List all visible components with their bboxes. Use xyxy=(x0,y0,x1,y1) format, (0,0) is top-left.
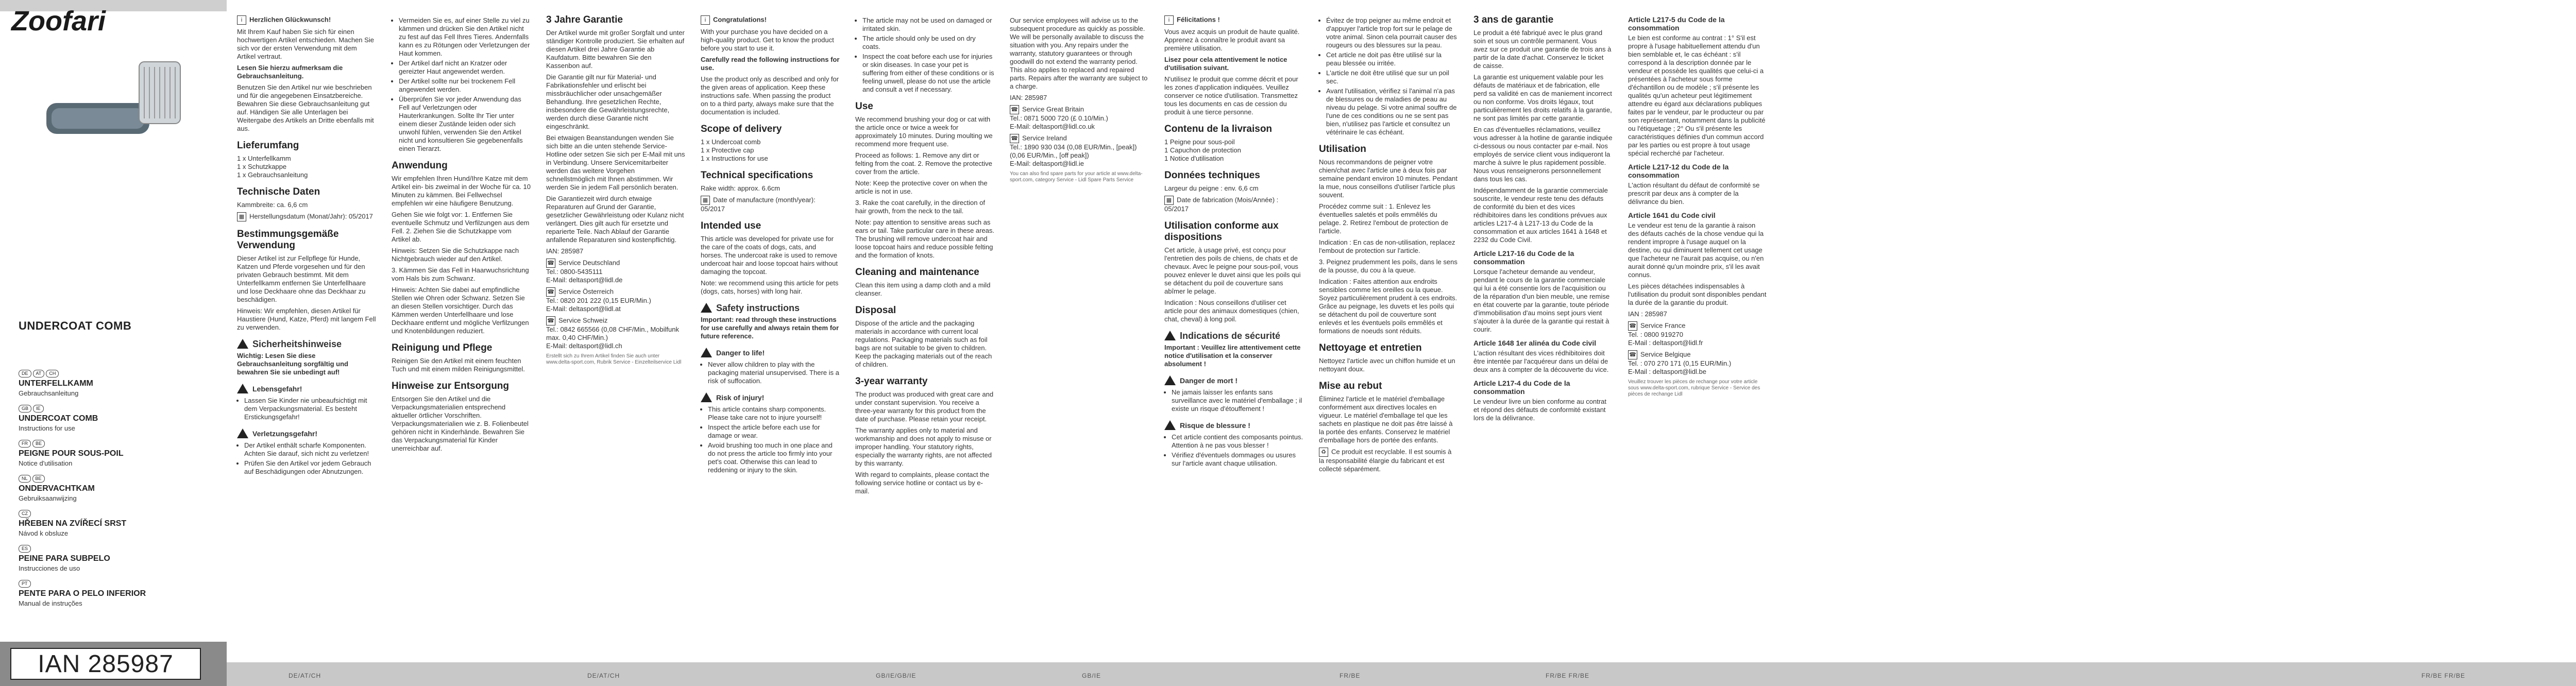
phone-icon: ☎ xyxy=(1010,134,1019,143)
disposal-text: Entsorgen Sie den Artikel und die Verpackungsmaterialien entsprechend aktueller örtlicher Vorschriften. Verpackungsmaterialien wie z. B. Folienbeutel gehören nicht in Kinderhände. Bewahren Sie das Verpackungsmaterial für Kinder unerreichbar auf. xyxy=(392,395,529,452)
footnote: Veuillez trouver les pièces de rechange pour votre article sous www.delta-sport.com, rubrique Service - Service des pièces de rechange Lidl xyxy=(1628,379,1760,397)
use-note2: Hinweis: Achten Sie dabei auf empfindliche Stellen wie Ohren oder Schwanz. Setzen Sie an diesen Stellen vorsichtiger. Durch das Kämmen werden Unterfellhaare und lose Deckhaare entfernt und mögliche Verfilzungen und Knotenbildungen reduziert. xyxy=(392,286,529,335)
disposal-heading: Hinweise zur Entsorgung xyxy=(392,381,510,391)
warning-icon xyxy=(237,428,248,438)
use-steps: Gehen Sie wie folgt vor: 1. Entfernen Sie eventuelle Schmutz und Verfilzungen aus dem Fell. 2. Ziehen Sie die Schutzkappe vom Artikel ab. xyxy=(392,211,530,243)
article-heading: Article L217-4 du Code de la consommation xyxy=(1473,379,1570,396)
page-footer-strip xyxy=(227,662,2576,686)
tech-rake: Rake width: approx. 6.6cm xyxy=(701,184,780,192)
injury-item: • Vérifiez d'éventuels dommages ou usures sur l'article avant chaque utilisation. xyxy=(1172,451,1303,468)
read-bold: Lesen Sie hierzu aufmerksam die Gebrauchsanleitung. xyxy=(237,64,343,80)
service-name: Service Deutschland xyxy=(558,259,620,267)
footer-label-gb: GB/IE/GB/IE xyxy=(876,672,917,679)
service-mail: E-Mail: deltasport@lidl.de xyxy=(546,276,623,284)
lang-title: PEINE PARA SUBPELO xyxy=(19,554,110,563)
warning-icon xyxy=(1164,331,1176,340)
footer-label-de: DE/AT/CH xyxy=(587,672,620,679)
use-note: Hinweis: Setzen Sie die Schutzkappe nach Nichtgebrauch wieder auf den Artikel. xyxy=(392,247,519,263)
article-text: Lorsque l'acheteur demande au vendeur, pendant le cours de la garantie commerciale qui lui a été consentie lors de l'acquisition ou de la réparation d'un bien meuble, une remise en état couverte par la garantie, toute période d'immobilisation d'au moins sept jours vient s'ajouter à la durée de la garantie qui restait à courir. xyxy=(1473,268,1610,333)
injury-item: • Avoid brushing too much in one place and do not press the article too firmly into your pet's coat. Otherwise this can lead to reddening or injury to the skin. xyxy=(708,441,840,474)
warranty-text: Der Artikel wurde mit großer Sorgfalt und unter ständiger Kontrolle produziert. Sie erhalten auf diesen Artikel drei Jahre Garantie ab Kaufdatum. Bitte bewahren Sie den Kassenbon auf. xyxy=(546,29,685,70)
footer-label-fr: FR/BE FR/BE xyxy=(1546,672,1590,679)
warning-icon xyxy=(1164,375,1176,385)
usage-text: This article was developed for private use for the care of the coats of dogs, cats, and horses. The undercoat rake is used to remove undercoat hair and loose topcoat hairs without damaging the topcoat. xyxy=(701,235,838,276)
lang-code: CZ xyxy=(19,510,31,518)
disposal-heading: Mise au rebut xyxy=(1319,381,1382,391)
injury-heading: Risk of injury! xyxy=(716,393,765,402)
blank-area xyxy=(1783,0,2576,662)
warranty-text: The warranty applies only to material and workmanship and does not apply to misuse or improper handling. Your statutory rights, especially the warranty rights, are not affected by this warranty. xyxy=(855,426,992,467)
language-list xyxy=(19,368,189,613)
warranty-text: Our service employees will advise us to the subsequent procedure as quickly as possible. We will be personally available to discuss the situation with you. Any repairs under the warranty, statutory guarantees or through goodwill do not extend the warranty period. This also applies to replaced and repaired parts. Repairs after the warranty are subject to a charge. xyxy=(1010,16,1148,90)
warning-icon xyxy=(701,348,712,357)
warranty-text: Le produit a été fabriqué avec le plus grand soin et sous un contrôle permanent. Vous avez sur ce produit une garantie de trois ans à partir de la date d'achat. Conservez le ticket de caisse. xyxy=(1473,29,1612,70)
ian-bar xyxy=(0,642,227,686)
list-item: • Inspect the coat before each use for injuries or skin diseases. In case your pet is suffering from either of these conditions or is feeling unwell, please do not use the article and consult a vet if necessary. xyxy=(862,53,994,94)
footer-label-fr: FR/BE xyxy=(1340,672,1361,679)
usage-note: Hinweis: Wir empfehlen, diesen Artikel für Haustiere (Hund, Katze, Pferd) mit langem Fell zu verwenden. xyxy=(237,307,376,331)
use-steps: Procédez comme suit : 1. Enlevez les éventuelles saletés et poils emmêlés du pelage. 2. Retirez l'embout de protection de l'article. xyxy=(1319,202,1449,235)
lang-code: IE xyxy=(33,405,44,413)
service-tel: Tel.: 0842 665566 (0,08 CHF/Min., Mobilfunk max. 0,40 CHF/Min.) xyxy=(546,325,679,341)
delivery-item: 1 x Unterfellkamm xyxy=(237,155,291,162)
lang-code: NL xyxy=(19,475,31,483)
warranty-text: Die Garantie gilt nur für Material- und Fabrikationsfehler und erlischt bei missbräuchlicher oder unsachgemäßer Behandlung. Ihre gesetzlichen Rechte, insbesondere die Gewährleistungsrechte, werden durch diese Garantie nicht eingeschränkt. xyxy=(546,73,670,130)
list-item: • Der Artikel darf nicht an Kratzer oder gereizter Haut angewendet werden. xyxy=(399,59,531,76)
disposal-text: Éliminez l'article et le matériel d'emballage conformément aux directives locales en vigueur. Le matériel d'emballage tel que les sachets en plastique ne doit pas être laissé à la portée des enfants. Conservez le matériel d'emballage hors de portée des enfants. xyxy=(1319,395,1453,444)
fr-column-1 xyxy=(1164,14,1303,471)
list-item: • The article may not be used on damaged or irritated skin. xyxy=(862,16,994,33)
service-tel: Tel.: 1890 930 034 (0,08 EUR/Min., [peak]) (0,06 EUR/Min., [off peak]) xyxy=(1010,143,1137,159)
phone-icon: ☎ xyxy=(546,287,555,297)
safety-bold: Important : Veuillez lire attentivement cette notice d'utilisation et la conserver absolument ! xyxy=(1164,344,1301,368)
intro-text: Vous avez acquis un produit de haute qualité. Apprenez à connaître le produit avant sa première utilisation. xyxy=(1164,28,1300,52)
phone-icon: ☎ xyxy=(546,316,555,325)
tech-date: Herstellungsdatum (Monat/Jahr): 05/2017 xyxy=(249,212,373,220)
warning-icon xyxy=(701,303,712,313)
injury-item: • This article contains sharp components. Please take care not to injure yourself! xyxy=(708,405,840,422)
service-tel: Tel. : 070 270 171 (0,15 EUR/Min.) xyxy=(1628,359,1732,367)
clean-text: Reinigen Sie den Artikel mit einem feuchten Tuch und mit einem milden Reinigungsmittel. xyxy=(392,357,525,373)
product-title: UNDERCOAT COMB xyxy=(19,319,132,332)
warranty-text: En cas d'éventuelles réclamations, veuillez vous adresser à la hotline de garantie indiquée ci-dessous ou nous contacter par e-mail. Nos employés de service client vous indiqueront la marche à suivre le plus rapidement possible. Nous vous renseignerons personnellement dans tous les cas. xyxy=(1473,126,1613,183)
lang-code: AT xyxy=(33,370,45,378)
fr-column-2 xyxy=(1319,14,1458,476)
disposal-text: Dispose of the article and the packaging materials in accordance with current local regulations. Packaging materials such as foil bags are not suitable to be given to children. Keep the packaging materials out of the reach of children. xyxy=(855,319,992,368)
use-note: Note: Keep the protective cover on when the article is not in use. xyxy=(855,179,988,195)
article-heading: Article L217-12 du Code de la consommation xyxy=(1628,163,1729,179)
use-note: Indication : En cas de non-utilisation, replacez l'embout de protection sur l'article. xyxy=(1319,238,1455,254)
delivery-item: 1 x Gebrauchsanleitung xyxy=(237,171,308,179)
read-bold: Lisez pour cela attentivement le notice d'utilisation suivant. xyxy=(1164,56,1287,72)
use-step3: 3. Rake the coat carefully, in the direction of hair growth, from the neck to the tail. xyxy=(855,199,985,215)
gb-column-1 xyxy=(701,14,840,477)
warranty-text: With regard to complaints, please contact the following service hotline or contact us by e-mail. xyxy=(855,471,990,495)
warranty-heading: 3 ans de garantie xyxy=(1473,14,1554,25)
danger-item: • Never allow children to play with the packaging material unsupervised. There is a risk of suffocation. xyxy=(708,361,840,385)
intro-title: Congratulations! xyxy=(713,15,767,24)
tech-date: Date of manufacture (month/year): 05/2017 xyxy=(701,196,816,213)
recycle-text: Ce produit est recyclable. Il est soumis à la responsabilité élargie du fabricant et est collecté séparément. xyxy=(1319,448,1452,473)
article-text: Le vendeur livre un bien conforme au contrat et répond des défauts de conformité existant lors de la délivrance. xyxy=(1473,398,1606,422)
read-text: Use the product only as described and only for the given areas of application. Keep these instructions safe. When passing the product on to a third party, always make sure that the documentation is included. xyxy=(701,75,839,116)
service-name: Service Österreich xyxy=(558,287,614,296)
warning-icon xyxy=(1164,420,1176,430)
service-mail: E-Mail : deltasport@lidl.fr xyxy=(1628,339,1703,347)
warning-icon xyxy=(237,339,248,349)
use-text: Wir empfehlen Ihren Hund/Ihre Katze mit dem Artikel ein- bis zweimal in der Woche für ca. 10 Minuten zu kämmen. Bei Fellwechsel empfehlen wir eine häufigere Benutzung. xyxy=(392,175,531,207)
usage-heading: Utilisation conforme aux dispositions xyxy=(1164,220,1279,243)
use-note2: Note: pay attention to sensitive areas such as ears or tail. Take particular care in these areas. The brushing will remove undercoat hair and loose topcoat hairs and reduce possible felting and the formation of knots. xyxy=(855,218,995,259)
disposal-heading: Disposal xyxy=(855,305,896,316)
intro-title: Félicitations ! xyxy=(1177,15,1220,24)
safety-heading: Safety instructions xyxy=(716,302,800,313)
injury-heading: Risque de blessure ! xyxy=(1180,421,1250,430)
service-tel: Tel.: 0871 5000 720 (£ 0.10/Min.) xyxy=(1010,114,1108,122)
article-text: Le bien est conforme au contrat : 1° S'il est propre à l'usage habituellement attendu d'un bien semblable et, le cas échéant : s'il correspond à la description donnée par le vendeur et possède les qualités que celui-ci a présentées à l'acheteur sous forme d'échantillon ou de modèle ; s'il présente les qualités qu'un acheteur peut légitimement attendre eu égard aux déclarations publiques faites par le vendeur, par le producteur ou par son représentant, notamment dans la publicité ou l'étiquetage ; 2° Ou s'il présente les caractéristiques définies d'un commun accord par les parties ou est propre à tout usage spécial recherché par l'acheteur. xyxy=(1628,34,1766,157)
lang-item-de xyxy=(19,368,189,397)
warranty-text: Die Garantiezeit wird durch etwaige Reparaturen auf Grund der Garantie, gesetzlicher Gewährleistung oder Kulanz nicht verlängert. Dies gilt auch für ersetzte und reparierte Teile. Nach Ablauf der Garantie anfallende Reparaturen sind kostenpflichtig. xyxy=(546,195,684,244)
service-mail: E-Mail: deltasport@lidl.at xyxy=(546,305,621,313)
gb-column-2 xyxy=(855,14,994,499)
brand-logo: Zoofari xyxy=(11,6,106,37)
list-item: • L'article ne doit être utilisé que sur un poil sec. xyxy=(1326,69,1458,85)
injury-heading: Verletzungsgefahr! xyxy=(252,429,318,438)
footer-label-fr: FR/BE FR/BE xyxy=(2421,672,2466,679)
warranty-text: La garantie est uniquement valable pour les défauts de matériaux et de fabrication, elle perd sa validité en cas de maniement incorrect ou non conforme. Vos droits légaux, tout particulièrement les droits relatifs à la garantie, ne sont pas limités par cette garantie. xyxy=(1473,73,1612,122)
lang-code: BE xyxy=(32,440,45,448)
gb-column-3 xyxy=(1010,14,1149,186)
footer-label-de: DE/AT/CH xyxy=(289,672,321,679)
delivery-item: 1 x Instructions for use xyxy=(701,155,768,162)
warranty-text: The product was produced with great care and under constant supervision. You receive a three-year warranty for this product from the date of purchase. Please retain your receipt. xyxy=(855,390,994,423)
service-name: Service Ireland xyxy=(1022,134,1067,142)
danger-item: • Ne jamais laisser les enfants sans surveillance avec le matériel d'emballage ; il existe un risque d'étouffement ! xyxy=(1172,388,1303,413)
list-item: • Vermeiden Sie es, auf einer Stelle zu viel zu kämmen und drücken Sie den Artikel nicht zu fest auf das Fell Ihres Tieres. Andernfalls kann es zu Rötungen oder Verletzungen der Haut kommen. xyxy=(399,16,531,58)
use-steps: Proceed as follows: 1. Remove any dirt or felting from the coat. 2. Remove the protective cover from the article. xyxy=(855,151,992,176)
fr-column-3 xyxy=(1473,14,1613,425)
usage-heading: Bestimmungsgemäße Verwendung xyxy=(237,229,339,251)
delivery-item: 1 Peigne pour sous-poil xyxy=(1164,138,1235,146)
lang-title: UNTERFELLKAMM xyxy=(19,379,93,388)
lang-code: BE xyxy=(32,475,45,483)
lang-item-pt xyxy=(19,578,189,607)
use-heading: Use xyxy=(855,101,873,112)
lang-title: ONDERVACHTKAM xyxy=(19,484,95,493)
safety-heading: Indications de sécurité xyxy=(1180,330,1281,341)
lang-item-es xyxy=(19,543,189,572)
tech-date: Date de fabrication (Mois/Année) : 05/2017 xyxy=(1164,196,1279,213)
lang-code: CH xyxy=(46,370,59,378)
tech-heading: Données techniques xyxy=(1164,170,1260,181)
list-item: • Überprüfen Sie vor jeder Anwendung das Fell auf Verletzungen oder Hauterkrankungen. Sollte Ihr Tier unter einem dieser Zustände leiden oder sich unwohl fühlen, verwenden Sie den Artikel nicht und konsultieren Sie gegebenenfalls einen Tierarzt. xyxy=(399,95,531,153)
clean-text: Clean this item using a damp cloth and a mild cleanser. xyxy=(855,281,991,297)
lang-subtitle: Instructions for use xyxy=(19,424,75,432)
lang-title: UNDERCOAT COMB xyxy=(19,414,98,423)
intro-text: Mit Ihrem Kauf haben Sie sich für einen hochwertigen Artikel entschieden. Machen Sie sich vor der ersten Verwendung mit dem Artikel vertraut. xyxy=(237,28,374,60)
footnote: Erstellt sich zu Ihrem Artikel finden Sie auch unter www.delta-sport.com, Rubrik Service - Einzelteilservice Lidl xyxy=(546,353,682,365)
spare-parts-text: Les pièces détachées indispensables à l'utilisation du produit sont disponibles pendant la durée de la garantie du produit. xyxy=(1628,282,1767,306)
list-item: • Cet article ne doit pas être utilisé sur la peau blessée ou irritée. xyxy=(1326,51,1458,67)
info-icon: i xyxy=(1164,15,1174,25)
use-heading: Utilisation xyxy=(1319,144,1366,155)
list-item: • Évitez de trop peigner au même endroit et d'appuyer l'article trop fort sur le pelage de votre animal. Sinon cela pourrait causer des rougeurs ou des blessures sur la peau. xyxy=(1326,16,1458,49)
delivery-heading: Contenu de la livraison xyxy=(1164,124,1273,134)
clean-text: Nettoyez l'article avec un chiffon humide et un nettoyant doux. xyxy=(1319,357,1455,373)
phone-icon: ☎ xyxy=(1628,321,1637,331)
usage-note: Indication : Nous conseillons d'utiliser cet article pour des animaux domestiques (chien, chat, cheval) à long poil. xyxy=(1164,299,1299,323)
front-cover xyxy=(0,0,227,686)
lang-title: PEIGNE POUR SOUS-POIL xyxy=(19,449,124,458)
article-heading: Article L217-5 du Code de la consommation xyxy=(1628,15,1725,32)
delivery-item: 1 x Undercoat comb xyxy=(701,138,761,146)
tech-rake: Kammbreite: ca. 6,6 cm xyxy=(237,201,308,209)
intro-text: With your purchase you have decided on a high-quality product. Get to know the product before you start to use it. xyxy=(701,28,834,52)
lang-item-fr xyxy=(19,438,189,467)
de-column-1 xyxy=(237,14,376,479)
calendar-icon: ▦ xyxy=(701,196,710,205)
injury-item: • Der Artikel enthält scharfe Komponenten. Achten Sie darauf, sich nicht zu verletzen! xyxy=(244,441,376,458)
use-heading: Anwendung xyxy=(392,160,448,171)
read-text: Benutzen Sie den Artikel nur wie beschrieben und für die angegebenen Einsatzbereiche. Bewahren Sie diese Gebrauchsanleitung gut auf. Händigen Sie alle Unterlagen bei Weitergabe des Artikels an Dritte ebenfalls mit aus. xyxy=(237,83,374,132)
list-item: • The article should only be used on dry coats. xyxy=(862,35,994,51)
service-mail: E-Mail: deltasport@lidl.ch xyxy=(546,342,622,350)
service-mail: E-Mail: deltasport@lidl.co.uk xyxy=(1010,123,1095,130)
fr-column-4 xyxy=(1628,14,1767,401)
tech-rake: Largeur du peigne : env. 6,6 cm xyxy=(1164,184,1259,192)
phone-icon: ☎ xyxy=(1628,350,1637,359)
ian-label: IAN: 285987 xyxy=(546,247,584,255)
article-heading: Article L217-16 du Code de la consommation xyxy=(1473,249,1574,266)
warning-icon xyxy=(237,384,248,393)
lang-item-gb xyxy=(19,403,189,432)
lang-item-nl xyxy=(19,473,189,502)
article-heading: Article 1648 1er alinéa du Code civil xyxy=(1473,339,1597,347)
de-column-3 xyxy=(546,14,685,369)
delivery-item: 1 Capuchon de protection xyxy=(1164,146,1241,154)
danger-heading: Danger de mort ! xyxy=(1180,376,1238,385)
recycle-icon: ♻ xyxy=(1319,448,1328,457)
service-name: Service Schweiz xyxy=(558,316,608,324)
service-name: Service France xyxy=(1640,321,1686,330)
info-icon: i xyxy=(701,15,710,25)
lang-code: FR xyxy=(19,440,31,448)
article-text: Le vendeur est tenu de la garantie à raison des défauts cachés de la chose vendue qui la rendent impropre à l'usage auquel on la destine, ou qui diminuent tellement cet usage que l'acheteur ne l'aurait pas acquise, ou n'en aurait donné qu'un moindre prix, s'il les avait connus. xyxy=(1628,221,1764,279)
service-tel: Tel. : 0800 919270 xyxy=(1628,331,1683,338)
ian-label: IAN: 285987 xyxy=(1010,94,1047,101)
lang-code: PT xyxy=(19,580,31,588)
use-note2: Indication : Faites attention aux endroits sensibles comme les oreilles ou la queue. Soyez particulièrement prudent à ces endroits. Grâce au peignage, les duvets et les poils qui se détachent du poil de couverture sont enlevés et les éventuels poils emmêlés et formations de noeuds sont réduits. xyxy=(1319,278,1458,335)
undercoat-comb-image xyxy=(36,31,191,155)
de-column-2 xyxy=(392,14,531,456)
service-name: Service Belgique xyxy=(1640,350,1691,358)
ian-number: IAN 285987 xyxy=(10,648,201,680)
service-mail: E-Mail : deltasport@lidl.be xyxy=(1628,368,1706,375)
tech-heading: Technische Daten xyxy=(237,186,320,197)
lang-title: PENTE PARA O PELO INFERIOR xyxy=(19,589,146,598)
injury-item: • Inspect the article before each use for damage or wear. xyxy=(708,423,840,440)
service-name: Service Great Britain xyxy=(1022,105,1084,113)
lang-subtitle: Instrucciones de uso xyxy=(19,564,80,572)
warning-icon xyxy=(701,392,712,402)
intro-title: Herzlichen Glückwunsch! xyxy=(249,15,331,24)
delivery-item: 1 Notice d'utilisation xyxy=(1164,155,1224,162)
footer-label-gb: GB/IE xyxy=(1082,672,1101,679)
lang-code: GB xyxy=(19,405,31,413)
list-item: • Der Artikel sollte nur bei trockenem Fell angewendet werden. xyxy=(399,77,531,94)
usage-text: Dieser Artikel ist zur Fellpflege für Hunde, Katzen und Pferde vorgesehen und für den privaten Gebrauch bestimmt. Mit dem Unterfellkamm entfernen Sie Unterfellhaare und lose Deckhaare ohne das Deckhaar zu beschädigen. xyxy=(237,254,366,303)
warranty-heading: 3-year warranty xyxy=(855,376,928,387)
warranty-text: Indépendamment de la garantie commerciale souscrite, le vendeur reste tenu des défauts de conformité du bien et des vices rédhibitoires dans les conditions prévues aux articles L217-4 à L217-13 du Code de la consommation et aux articles 1641 à 1648 et 2232 du Code Civil. xyxy=(1473,186,1608,244)
delivery-item: 1 x Schutzkappe xyxy=(237,163,287,170)
delivery-item: 1 x Protective cap xyxy=(701,146,754,154)
warranty-text: Bei etwaigen Beanstandungen wenden Sie sich bitte an die unten stehende Service-Hotline oder setzen Sie sich per E-Mail mit uns in Verbindung. Unsere Servicemitarbeiter werden das weitere Vorgehen schnellstmöglich mit Ihnen abstimmen. Wir werden Sie in jedem Fall persönlich beraten. xyxy=(546,134,685,191)
footnote: You can also find spare parts for your article at www.delta-sport.com, category Service - Lidl Spare Parts Service xyxy=(1010,171,1143,183)
phone-icon: ☎ xyxy=(546,259,555,268)
calendar-icon: ▦ xyxy=(1164,196,1174,205)
lang-item-cz xyxy=(19,508,189,537)
use-text: We recommend brushing your dog or cat with the article once or twice a week for approximately 10 minutes. During moulting we recommend more frequent use. xyxy=(855,115,993,148)
phone-icon: ☎ xyxy=(1010,105,1019,114)
calendar-icon: ▦ xyxy=(237,212,246,221)
safety-heading: Sicherheitshinweise xyxy=(252,338,342,349)
info-icon: i xyxy=(237,15,246,25)
delivery-heading: Lieferumfang xyxy=(237,140,299,151)
usage-heading: Intended use xyxy=(701,220,761,231)
usage-text: Cet article, à usage privé, est conçu pour l'entretien des poils de chiens, de chats et de chevaux. Avec le peigne pour sous-poil, vous pouvez enlever le duvet ainsi que les poils qui se détachent du poil de couverture sans abîmer le pelage. xyxy=(1164,246,1301,295)
clean-heading: Cleaning and maintenance xyxy=(855,267,979,278)
list-item: • Avant l'utilisation, vérifiez si l'animal n'a pas de blessures ou de maladies de peau au niveau du pelage. Si votre animal souffre de l'une de ces conditions ou ne se sent pas bien, n'utilisez pas l'article et consultez un vétérinaire le cas échéant. xyxy=(1326,87,1458,136)
clean-heading: Reinigung und Pflege xyxy=(392,342,493,353)
lang-subtitle: Manual de instruções xyxy=(19,599,82,607)
lang-code: ES xyxy=(19,545,31,553)
service-tel: Tel.: 0820 201 222 (0,15 EUR/Min.) xyxy=(546,297,651,304)
safety-bold: Wichtig: Lesen Sie diese Gebrauchsanleitung sorgfältig und bewahren Sie sie unbedingt auf! xyxy=(237,352,348,376)
danger-item: • Lassen Sie Kinder nie unbeaufsichtigt mit dem Verpackungsmaterial. Es besteht Erstickungsgefahr! xyxy=(244,397,376,421)
danger-heading: Danger to life! xyxy=(716,348,765,357)
injury-item: • Prüfen Sie den Artikel vor jedem Gebrauch auf Beschädigungen oder Abnutzungen. xyxy=(244,459,376,476)
usage-note: Note: we recommend using this article for pets (dogs, cats, horses) with long hair. xyxy=(701,279,839,295)
clean-heading: Nettoyage et entretien xyxy=(1319,342,1422,353)
article-text: L'action résultant du défaut de conformité se prescrit par deux ans à compter de la délivrance du bien. xyxy=(1628,181,1760,205)
lang-subtitle: Gebruiksaanwijzing xyxy=(19,494,77,502)
service-tel: Tel.: 0800-5435111 xyxy=(546,268,603,276)
injury-item: • Cet article contient des composants pointus. Attention à ne pas vous blesser ! xyxy=(1172,433,1303,450)
article-heading: Article 1641 du Code civil xyxy=(1628,211,1716,219)
lang-title: HŘEBEN NA ZVÍŘECÍ SRST xyxy=(19,519,127,528)
article-text: L'action résultant des vices rédhibitoires doit être intentée par l'acquéreur dans un délai de deux ans à compter de la découverte du vice. xyxy=(1473,349,1609,373)
lang-subtitle: Notice d'utilisation xyxy=(19,459,73,467)
tech-heading: Technical specifications xyxy=(701,170,814,181)
service-mail: E-Mail: deltasport@lidl.ie xyxy=(1010,160,1084,167)
lang-code: DE xyxy=(19,370,31,378)
danger-heading: Lebensgefahr! xyxy=(252,384,302,393)
ian-label: IAN : 285987 xyxy=(1628,310,1667,318)
safety-bold: Important: read through these instructions for use carefully and always retain them for future reference. xyxy=(701,316,839,340)
delivery-heading: Scope of delivery xyxy=(701,124,782,134)
lang-subtitle: Návod k obsluze xyxy=(19,529,69,537)
use-step3: 3. Peignez prudemment les poils, dans le sens de la pousse, du cou à la queue. xyxy=(1319,258,1458,274)
warranty-heading: 3 Jahre Garantie xyxy=(546,14,623,25)
use-step3: 3. Kämmen Sie das Fell in Haarwuchsrichtung vom Hals bis zum Schwanz. xyxy=(392,266,529,282)
use-text: Nous recommandons de peigner votre chien/chat avec l'article une à deux fois par semaine pendant environ 10 minutes. Pendant la mue, nous conseillons d'utiliser l'article plus souvent. xyxy=(1319,158,1458,199)
lang-subtitle: Gebrauchsanleitung xyxy=(19,389,79,397)
read-text: N'utilisez le produit que comme décrit et pour les zones d'application indiquées. Veuillez conserver ce notice d'utilisation. Transmettez tous les documents en cas de cession du produit à une tierce personne. xyxy=(1164,75,1298,116)
read-bold: Carefully read the following instructions for use. xyxy=(701,56,840,72)
